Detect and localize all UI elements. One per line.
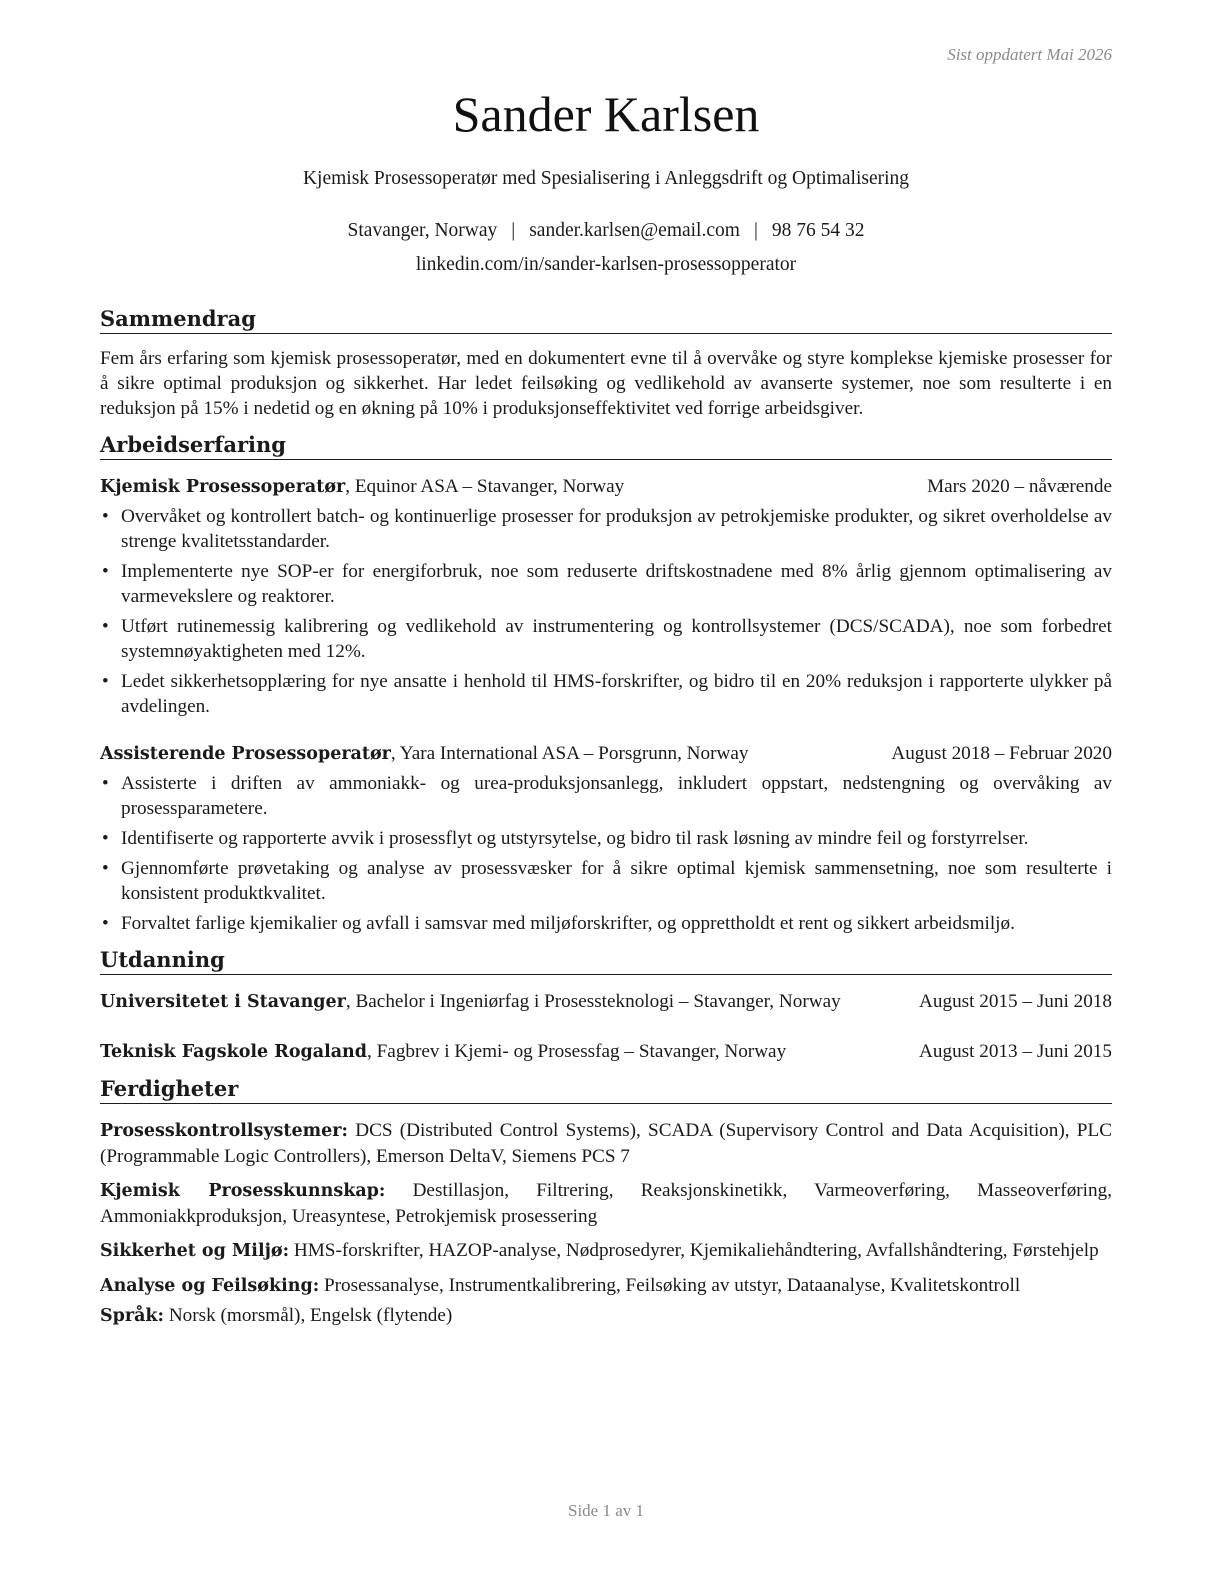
skill-label: Sikkerhet og Miljø: <box>100 1241 290 1261</box>
headline: Kjemisk Prosessoperatør med Spesialisering i Anleggsdrift og Optimalisering <box>302 168 910 189</box>
last-updated: Sist oppdatert Mai 2026 <box>947 45 1112 64</box>
experience-section <box>100 431 1112 936</box>
separator: | <box>753 220 758 241</box>
job-bullets <box>100 771 1112 936</box>
skill-item <box>100 1118 1112 1169</box>
contact-line <box>0 220 1212 242</box>
list-item: • Gjennomførte prøvetaking og analyse av prosessvæsker for å sikre optimal kjemisk sammensetning, noe som resulterte i konsistent produktkvalitet. <box>100 856 1112 906</box>
summary-section <box>100 305 1112 421</box>
degree: , Bachelor i Ingeniørfag i Prosessteknologi – Stavanger, Norway <box>345 991 841 1012</box>
skill-item <box>100 1238 1112 1264</box>
school-name: Teknisk Fagskole Rogaland <box>100 1042 368 1062</box>
linkedin-url: linkedin.com/in/sander-karlsen-prosessopperator <box>415 254 797 275</box>
section-title-experience: Arbeidserfaring <box>100 431 1112 460</box>
resume-content <box>100 305 1112 1339</box>
skill-label: Analyse og Feilsøking: <box>100 1276 320 1296</box>
skill-value: HMS-forskrifter, HAZOP-analyse, Nødprosedyrer, Kjemikaliehåndtering, Avfallshåndtering, Førstehjelp <box>289 1240 1099 1261</box>
section-title-summary: Sammendrag <box>100 305 1112 334</box>
list-item: • Ledet sikkerhetsopplæring for nye ansatte i henhold til HMS-forskrifter, og bidro til en 20% reduksjon i rapporterte ulykker på avdelingen. <box>100 669 1112 719</box>
separator: | <box>511 220 516 241</box>
education-title-line <box>100 989 841 1015</box>
job-company: , Yara International ASA – Porsgrunn, Norway <box>390 743 749 764</box>
job-dates: Mars 2020 – nåværende <box>927 476 1112 497</box>
list-item: • Assisterte i driften av ammoniakk- og urea-produksjonsanlegg, inkludert oppstart, nedstengning og overvåking av prosessparametere. <box>100 771 1112 821</box>
education-item <box>100 1039 1112 1065</box>
job-header <box>100 474 1112 500</box>
skill-item <box>100 1303 1112 1329</box>
section-title-education: Utdanning <box>100 946 1112 975</box>
job-dates: August 2018 – Februar 2020 <box>891 743 1112 764</box>
skills-section <box>100 1075 1112 1329</box>
list-item: • Overvåket og kontrollert batch- og kontinuerlige prosesser for produksjon av petrokjemiske produkter, og sikret overholdelse av strenge kvalitetsstandarder. <box>100 504 1112 554</box>
summary-text: Fem års erfaring som kjemisk prosessoperatør, med en dokumentert evne til å overvåke og styre komplekse kjemiske prosesser for å sikre optimal produksjon og sikkerhet. Har ledet feilsøking og vedlikehold av avanserte systemer, noe som resulterte i en reduksjon på 15% i nedetid og en økning på 10% i produksjonseffektivitet ved forrige arbeidsgiver. <box>100 348 1112 419</box>
skill-value: Norsk (morsmål), Engelsk (flytende) <box>164 1305 453 1326</box>
phone: 98 76 54 32 <box>771 220 865 241</box>
location: Stavanger, Norway <box>347 220 498 241</box>
skill-value: Destillasjon, Filtrering, Reaksjonskinetikk, Varmeoverføring, Masseoverføring, Ammoniakkproduksjon, Ureasyntese, Petrokjemisk prosessering <box>100 1180 1112 1227</box>
education-dates: August 2015 – Juni 2018 <box>919 991 1112 1012</box>
list-item: • Utført rutinemessig kalibrering og vedlikehold av instrumentering og kontrollsystemer (DCS/SCADA), noe som forbedret systemnøyaktigheten med 12%. <box>100 614 1112 664</box>
job-bullets <box>100 504 1112 719</box>
email: sander.karlsen@email.com <box>529 220 740 241</box>
job-role: Assisterende Prosessoperatør <box>100 744 391 764</box>
skill-item <box>100 1273 1112 1299</box>
job-header <box>100 741 1112 767</box>
job-title-line <box>100 741 748 767</box>
list-item: • Implementerte nye SOP-er for energiforbruk, noe som reduserte driftskostnadene med 8% årlig gjennom optimalisering av varmevekslere og reaktorer. <box>100 559 1112 609</box>
list-item: • Forvaltet farlige kjemikalier og avfall i samsvar med miljøforskrifter, og opprettholdt et rent og sikkert arbeidsmiljø. <box>100 911 1112 936</box>
school-name: Universitetet i Stavanger <box>100 992 346 1012</box>
skill-value: DCS (Distributed Control Systems), SCADA (Supervisory Control and Data Acquisition), PLC (Programmable Logic Controllers), Emerson DeltaV, Siemens PCS 7 <box>100 1120 1112 1167</box>
job-title-line <box>100 474 624 500</box>
job-company: , Equinor ASA – Stavanger, Norway <box>345 476 625 497</box>
section-title-skills: Ferdigheter <box>100 1075 1112 1104</box>
skill-item <box>100 1178 1112 1229</box>
candidate-name: Sander Karlsen <box>452 86 760 142</box>
education-section <box>100 946 1112 1065</box>
education-dates: August 2013 – Juni 2015 <box>919 1041 1112 1062</box>
skill-label: Kjemisk Prosesskunnskap: <box>100 1181 386 1201</box>
education-item <box>100 989 1112 1015</box>
degree: , Fagbrev i Kjemi- og Prosessfag – Stavanger, Norway <box>367 1041 787 1062</box>
page-number: Side 1 av 1 <box>567 1501 645 1520</box>
skill-value: Prosessanalyse, Instrumentkalibrering, Feilsøking av utstyr, Dataanalyse, Kvalitetskontroll <box>319 1275 1021 1296</box>
education-title-line <box>100 1039 786 1065</box>
job-role: Kjemisk Prosessoperatør <box>100 477 346 497</box>
skill-label: Prosesskontrollsystemer: <box>100 1121 348 1141</box>
list-item: • Identifiserte og rapporterte avvik i prosessflyt og utstyrsytelse, og bidro til rask løsning av mindre feil og forstyrrelser. <box>100 826 1112 851</box>
skill-label: Språk: <box>100 1306 165 1326</box>
